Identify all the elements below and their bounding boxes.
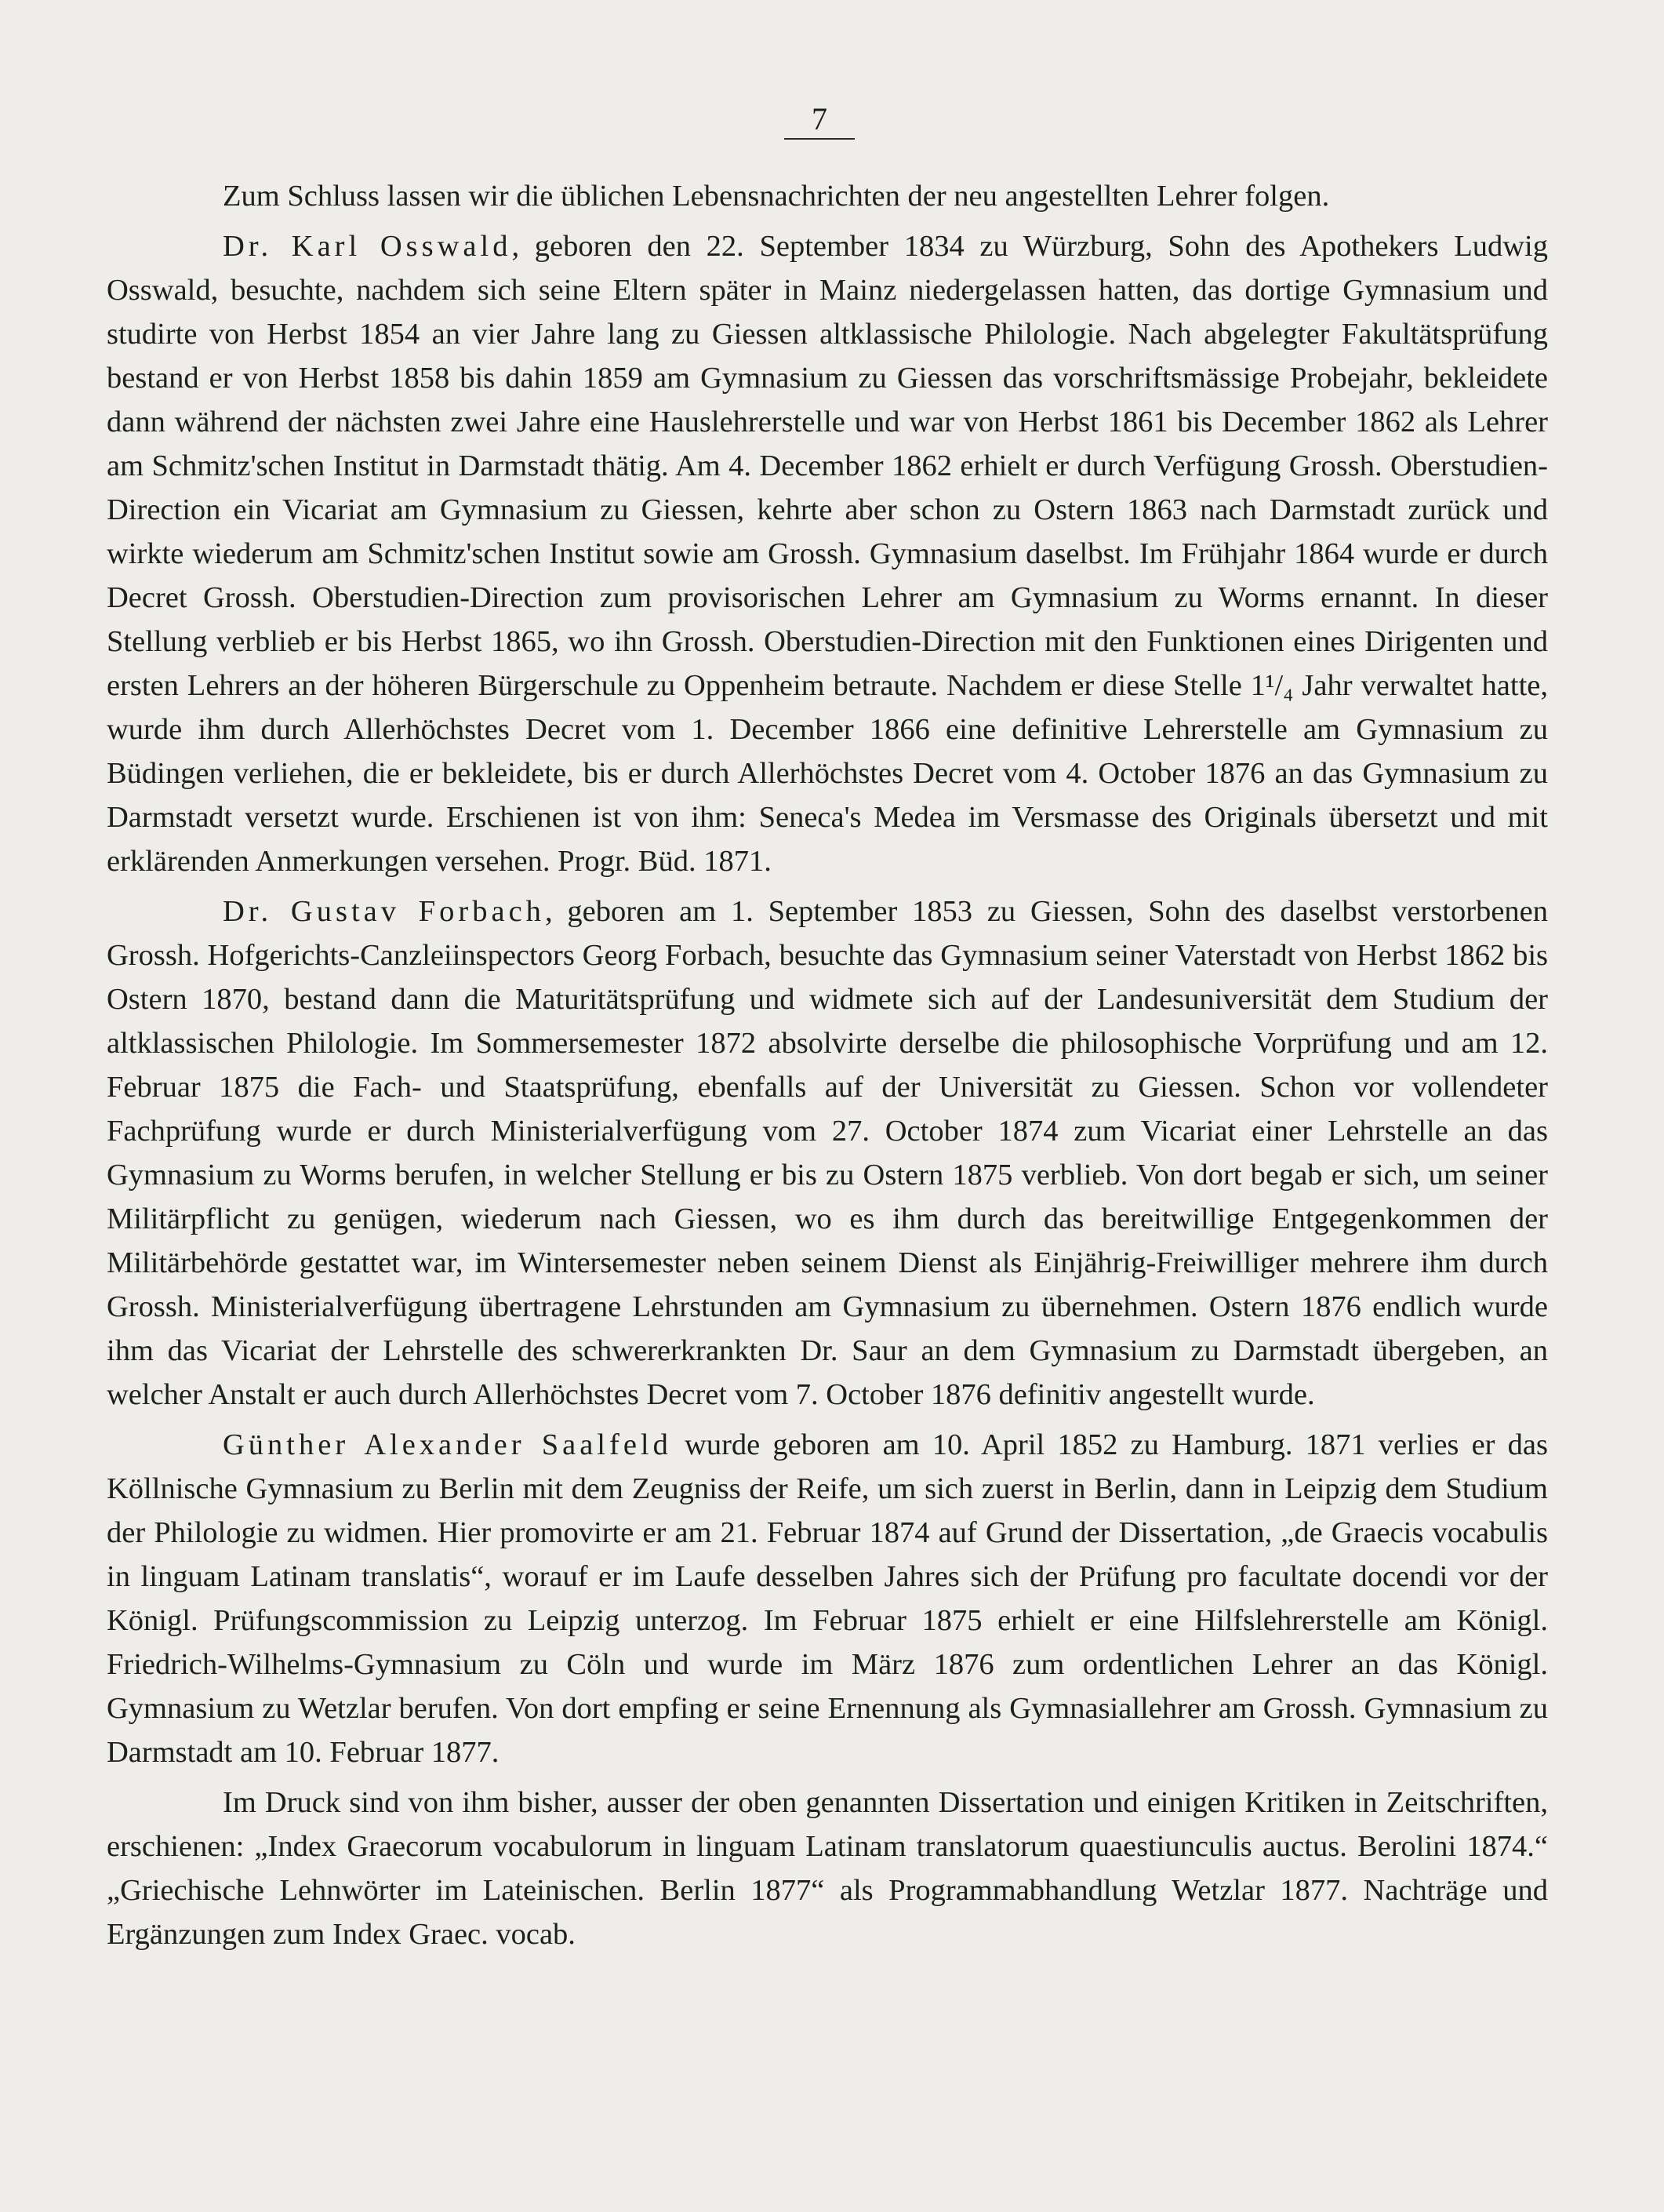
paragraph-forbach — [107, 890, 1548, 1417]
person-name-saalfeld: Günther Alexander Saalfeld — [223, 1428, 672, 1461]
intro-paragraph: Zum Schluss lassen wir die üblichen Lebensnachrichten der neu angestellten Lehrer folgen. — [223, 180, 1330, 213]
person-name-osswald: Dr. Karl Osswald — [223, 230, 512, 263]
page-number: 7 — [784, 102, 855, 140]
paragraph-publications: Im Druck sind von ihm bisher, ausser der oben genannten Dissertation und einigen Kritiken in Zeitschriften, erschienen: „Index Graecorum vocabulorum in linguam Latinam translatorum quaestiunculis auctus. Berolini 1874.“ „Griechische Lehnwörter im Lateinischen. Berlin 1877“ als Programmabhandlung Wetzlar 1877. Nachträge und Ergänzungen zum Index Graec. vocab. — [107, 1786, 1548, 1951]
paragraph-osswald — [107, 224, 1548, 883]
biography-osswald: , geboren den 22. September 1834 zu Würzburg, Sohn des Apothekers Ludwig Osswald, besuchte, nachdem sich seine Eltern später in Mainz niedergelassen hatten, das dortige Gymnasium und studirte von Herbst 1854 an vier Jahre lang zu Giessen altklassische Philologie. Nach abgelegter Fakultätsprüfung bestand er von Herbst 1858 bis dahin 1859 am Gymnasium zu Giessen das vorschriftsmässige Probejahr, bekleidete dann während der nächsten zwei Jahre eine Hauslehrerstelle und war von Herbst 1861 bis December 1862 als Lehrer am Schmitz'schen Institut in Darmstadt thätig. Am 4. December 1862 erhielt er durch Verfügung Grossh. Oberstudien-Direction ein Vicariat am Gymnasium zu Giessen, kehrte aber schon zu Ostern 1863 nach Darmstadt zurück und wirkte wiederum am Schmitz'schen Institut sowie am Grossh. Gymnasium daselbst. Im Frühjahr 1864 wurde er durch Decret Grossh. Oberstudien-Direction zum provisorischen Lehrer am Gymnasium zu Worms ernannt. In dieser Stellung verblieb er bis Herbst 1865, wo ihn Grossh. Oberstudien-Direction mit den Funktionen eines Dirigenten und ersten Lehrers an der höheren Bürgerschule zu Oppenheim betraute. Nachdem er diese Stelle 1¹/₄ Jahr verwaltet hatte, wurde ihm durch Allerhöchstes Decret vom 1. December 1866 eine definitive Lehrerstelle am Gymnasium zu Büdingen verliehen, die er bekleidete, bis er durch Allerhöchstes Decret vom 4. October 1876 an das Gymnasium zu Darmstadt versetzt wurde. Erschienen ist von ihm: Seneca's Medea im Versmasse des Originals übersetzt und mit erklärenden Anmerkungen versehen. Progr. Büd. 1871. — [107, 230, 1548, 878]
body-text — [107, 174, 1548, 1963]
biography-saalfeld: wurde geboren am 10. April 1852 zu Hamburg. 1871 verlies er das Köllnische Gymnasium zu Berlin mit dem Zeugniss der Reife, um sich zuerst in Berlin, dann in Leipzig dem Studium der Philologie zu widmen. Hier promovirte er am 21. Februar 1874 auf Grund der Dissertation, „de Graecis vocabulis in linguam Latinam translatis“, worauf er im Laufe desselben Jahres sich der Prüfung pro facultate docendi vor der Königl. Prüfungscommission zu Leipzig unterzog. Im Februar 1875 erhielt er eine Hilfslehrerstelle am Königl. Friedrich-Wilhelms-Gymnasium zu Cöln und wurde im März 1876 zum ordentlichen Lehrer an das Königl. Gymnasium zu Wetzlar berufen. Von dort empfing er seine Ernennung als Gymnasiallehrer am Grossh. Gymnasium zu Darmstadt am 10. Februar 1877. — [107, 1428, 1548, 1769]
paragraph-saalfeld — [107, 1423, 1548, 1774]
person-name-forbach: Dr. Gustav Forbach — [223, 895, 545, 928]
biography-forbach: , geboren am 1. September 1853 zu Giessen, Sohn des daselbst verstorbenen Grossh. Hofgerichts-Canzleiinspectors Georg Forbach, besuchte das Gymnasium seiner Vaterstadt von Herbst 1862 bis Ostern 1870, bestand dann die Maturitätsprüfung und widmete sich auf der Landesuniversität dem Studium der altklassischen Philologie. Im Sommersemester 1872 absolvirte derselbe die philosophische Vorprüfung und am 12. Februar 1875 die Fach- und Staatsprüfung, ebenfalls auf der Universität zu Giessen. Schon vor vollendeter Fachprüfung wurde er durch Ministerialverfügung vom 27. October 1874 zum Vicariat einer Lehrstelle an das Gymnasium zu Worms berufen, in welcher Stellung er bis zu Ostern 1875 verblieb. Von dort begab er sich, um seiner Militärpflicht zu genügen, wiederum nach Giessen, wo es ihm durch das bereitwillige Entgegenkommen der Militärbehörde gestattet war, im Wintersemester neben seinem Dienst als Einjährig-Freiwilliger mehrere ihm durch Grossh. Ministerialverfügung übertragene Lehrstunden am Gymnasium zu übernehmen. Ostern 1876 endlich wurde ihm das Vicariat der Lehrstelle des schwererkrankten Dr. Saur an dem Gymnasium zu Darmstadt übergeben, an welcher Anstalt er auch durch Allerhöchstes Decret vom 7. October 1876 definitiv angestellt wurde. — [107, 895, 1548, 1411]
